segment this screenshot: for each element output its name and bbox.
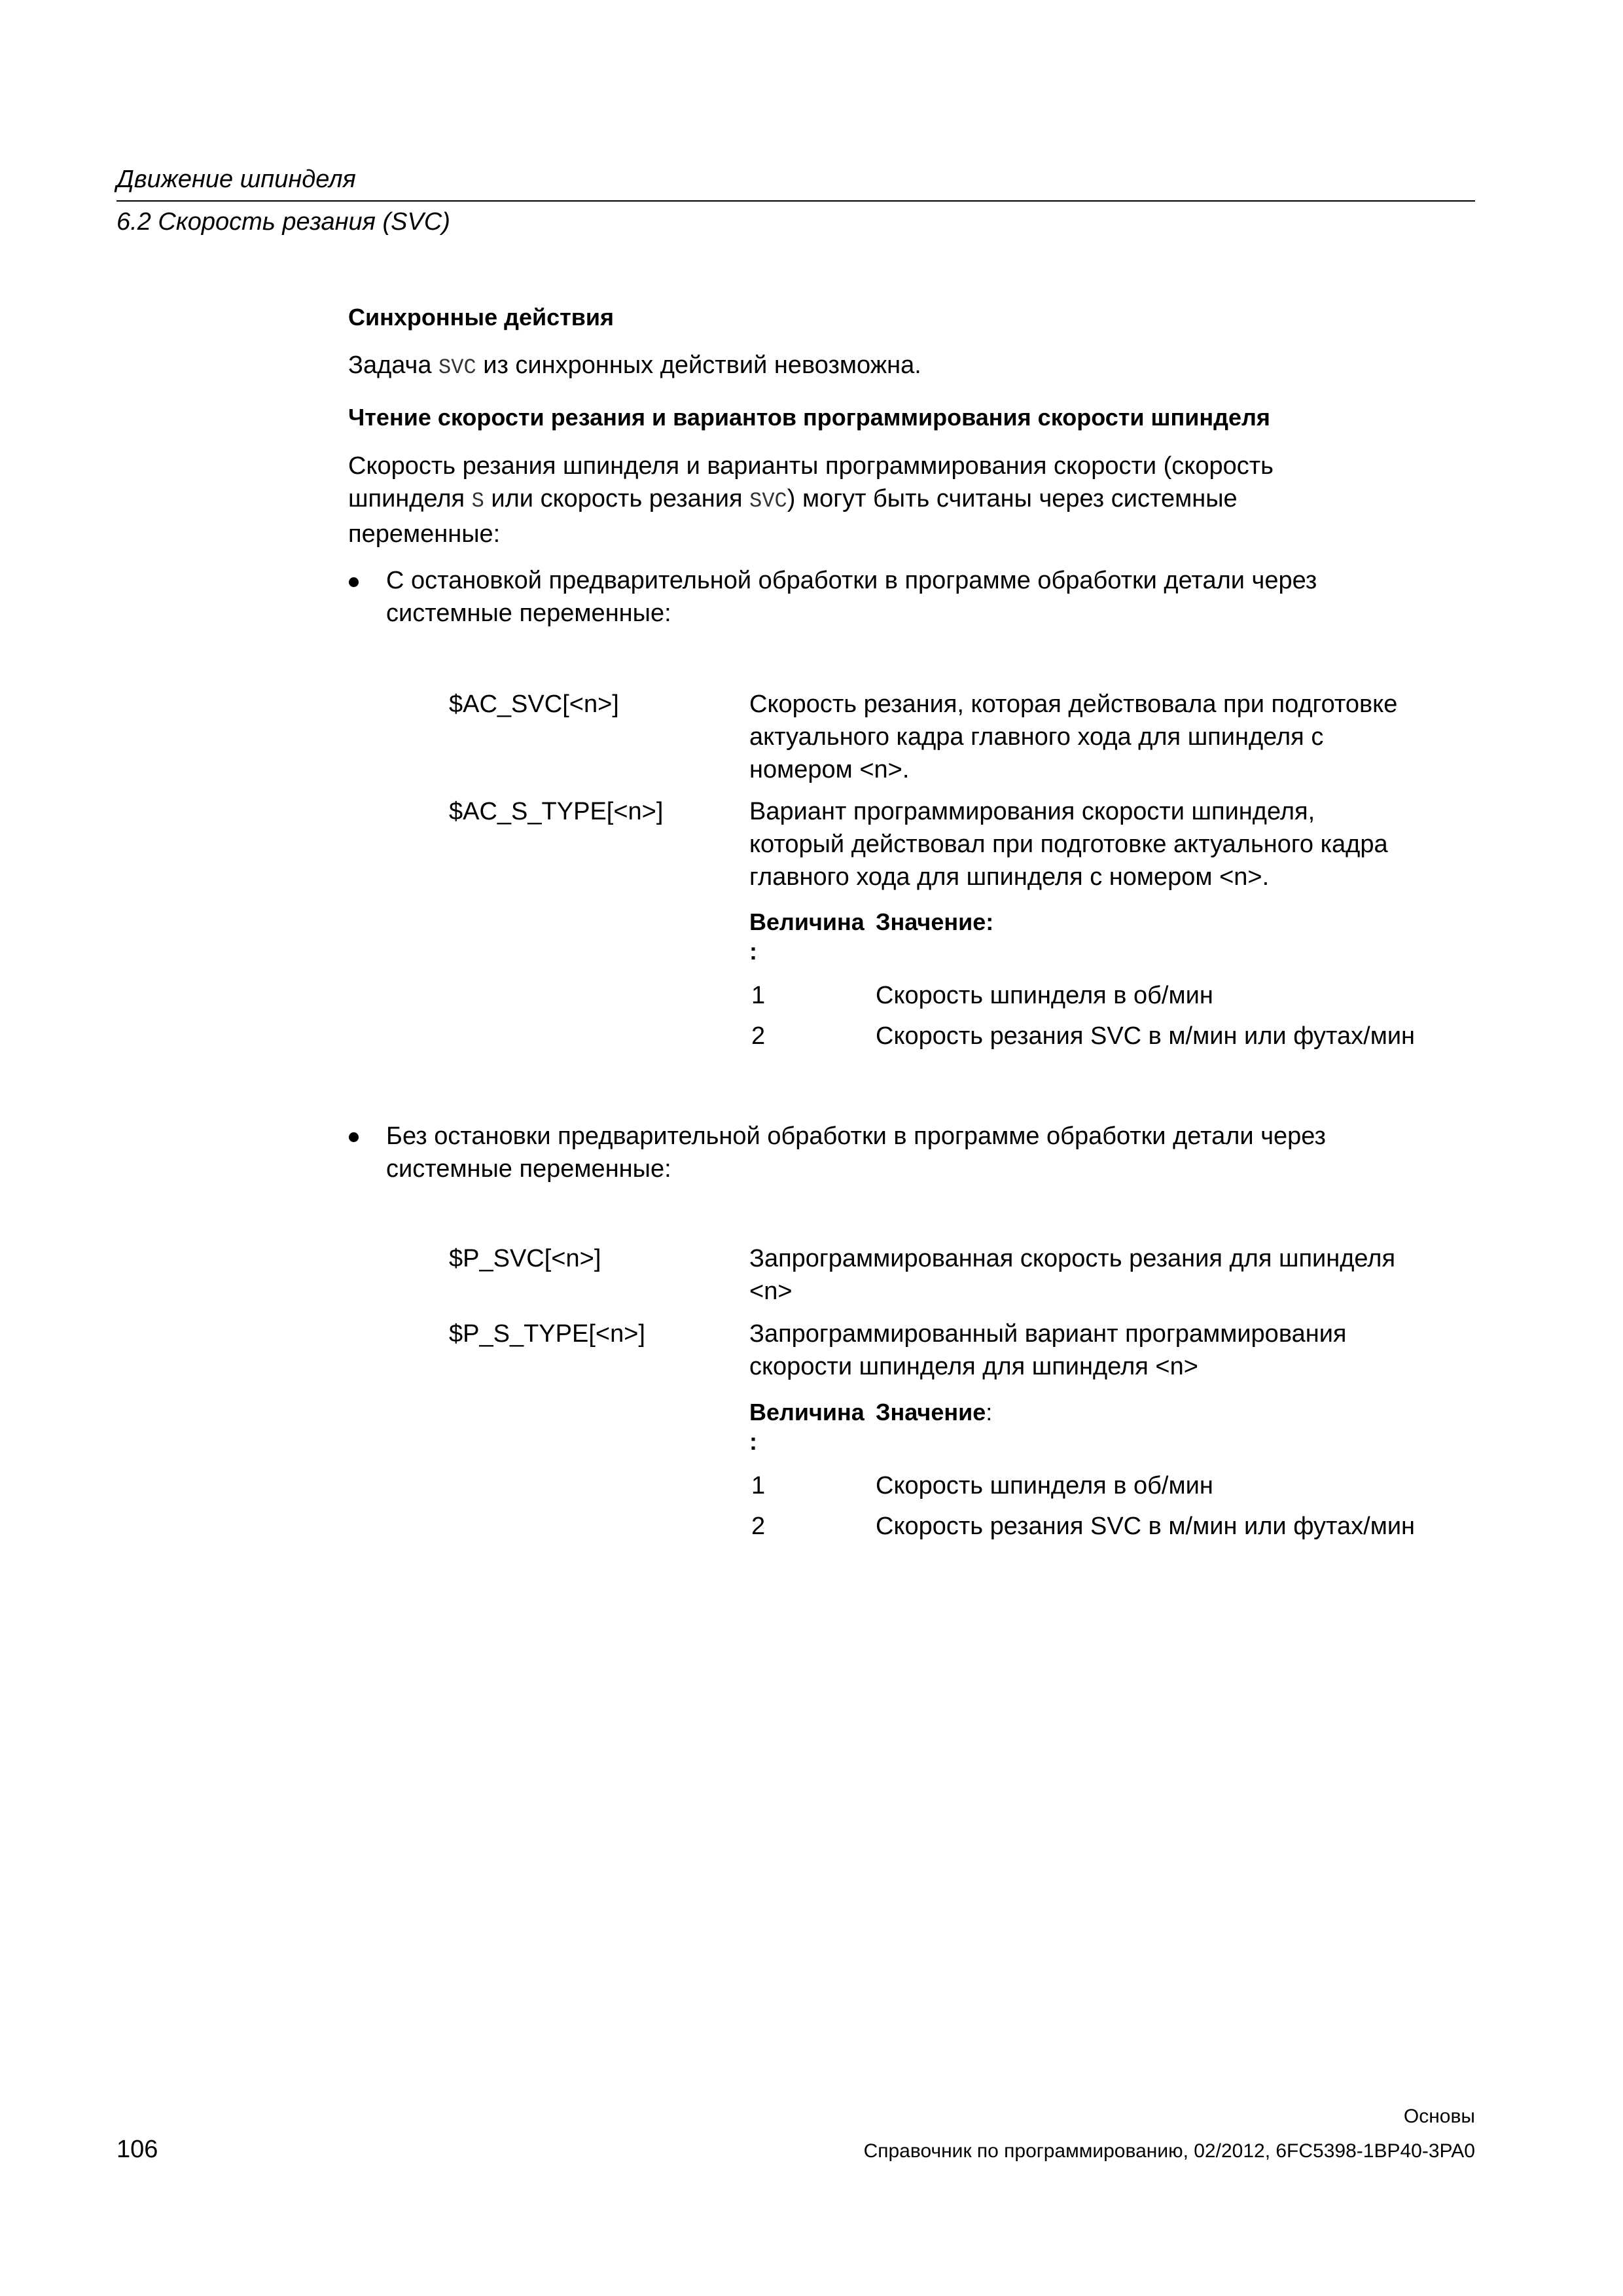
var-description (749, 1242, 1395, 1308)
var-desc-line: Запрограммированный вариант программирования (749, 1320, 1347, 1348)
var-desc-line: <n> (749, 1278, 793, 1305)
table-header-value: Величина (749, 1399, 865, 1426)
reading-line-2-c: ) могут быть считаны через системные (787, 485, 1238, 512)
table-header-meaning-text: Значение (876, 1399, 986, 1426)
reading-paragraph (348, 450, 1274, 550)
bullet1-line-2: системные переменные: (386, 600, 671, 627)
sync-text-after: из синхронных действий невозможна. (476, 351, 921, 379)
table-header-meaning-colon: : (986, 1399, 993, 1426)
table-header-value-colon: : (749, 1428, 757, 1455)
page-number: 106 (116, 2136, 158, 2163)
footer-reference: Справочник по программированию, 02/2012, 6FC5398-1BP40-3PA0 (863, 2140, 1475, 2162)
table-cell-meaning: Скорость резания SVC в м/мин или футах/мин (876, 1513, 1416, 1540)
reading-code-s: S (471, 489, 484, 513)
reading-line-1: Скорость резания шпинделя и варианты программирования скорости (скорость (348, 452, 1274, 480)
header-rule (116, 200, 1475, 202)
reading-line-2-a: шпинделя (348, 485, 472, 512)
bullet2-line-1: Без остановки предварительной обработки в программе обработки детали через (386, 1122, 1326, 1150)
bullet2-text (386, 1120, 1326, 1185)
var-desc-line: номером <n>. (749, 756, 910, 783)
table-cell-value: 1 (751, 982, 766, 1009)
var-description (749, 1318, 1347, 1383)
var-description (749, 688, 1397, 786)
reading-line-2-b: или скорость резания (484, 485, 750, 512)
table-cell-meaning: Скорость шпинделя в об/мин (876, 1472, 1213, 1499)
var-desc-line: актуального кадра главного хода для шпинделя с (749, 723, 1324, 751)
bullet-icon (349, 1132, 359, 1142)
reading-code-svc: SVC (749, 489, 787, 513)
table-header-meaning (876, 1399, 992, 1426)
table-header-value-colon: : (749, 938, 757, 965)
var-name: $AC_SVC[<n>] (449, 691, 619, 718)
reading-heading: Чтение скорости резания и вариантов программирования скорости шпинделя (348, 404, 1270, 431)
table-cell-meaning: Скорость резания SVC в м/мин или футах/мин (876, 1022, 1416, 1050)
var-name: $P_S_TYPE[<n>] (449, 1320, 645, 1348)
var-desc-line: который действовал при подготовке актуального кадра (749, 831, 1388, 858)
reading-line-3: переменные: (348, 520, 501, 548)
var-description (749, 795, 1388, 893)
table-cell-meaning: Скорость шпинделя в об/мин (876, 982, 1213, 1009)
var-desc-line: Запрограммированная скорость резания для шпинделя (749, 1245, 1396, 1272)
table-cell-value: 1 (751, 1472, 766, 1499)
bullet1-text (386, 564, 1317, 630)
table-cell-value: 2 (751, 1022, 766, 1050)
bullet2-line-2: системные переменные: (386, 1155, 671, 1183)
bullet1-line-1: С остановкой предварительной обработки в программе обработки детали через (386, 567, 1317, 594)
sync-text-before: Задача (348, 351, 439, 379)
table-header-value: Величина (749, 908, 865, 935)
running-header-section: 6.2 Скорость резания (SVC) (116, 208, 450, 236)
bullet-icon (349, 577, 359, 587)
sync-text (348, 349, 921, 384)
sync-code: SVC (438, 355, 476, 380)
footer-book-title: Основы (1403, 2106, 1475, 2127)
var-desc-line: скорости шпинделя для шпинделя <n> (749, 1353, 1198, 1380)
reading-line-2 (348, 482, 1274, 518)
table-header-meaning: Значение: (876, 908, 994, 935)
var-desc-line: главного хода для шпинделя с номером <n>. (749, 863, 1270, 891)
sync-heading: Синхронные действия (348, 304, 615, 331)
var-name: $AC_S_TYPE[<n>] (449, 798, 664, 825)
table-cell-value: 2 (751, 1513, 766, 1540)
var-desc-line: Вариант программирования скорости шпинделя, (749, 798, 1315, 825)
var-desc-line: Скорость резания, которая действовала при подготовке (749, 691, 1398, 718)
running-header-chapter: Движение шпинделя (116, 166, 356, 193)
var-name: $P_SVC[<n>] (449, 1245, 601, 1272)
